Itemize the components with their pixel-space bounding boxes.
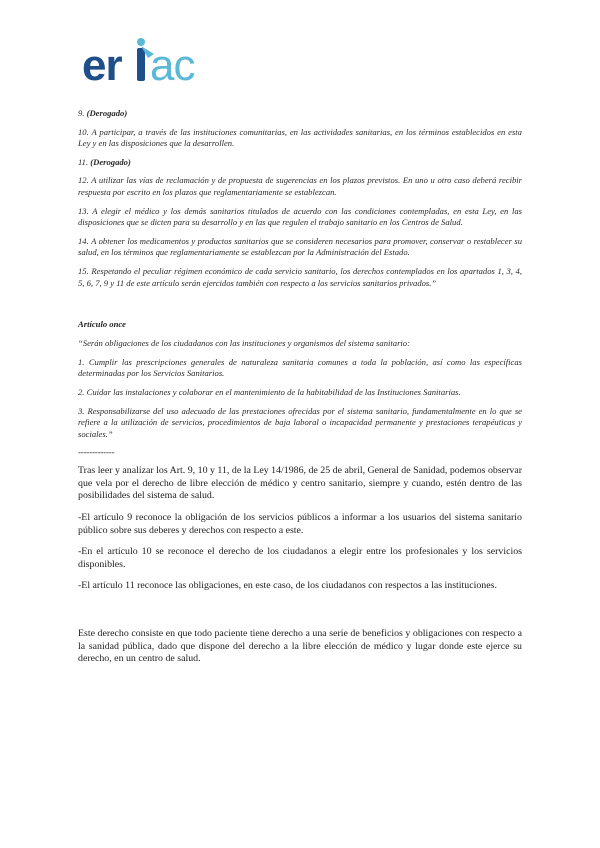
separator: ------------- — [78, 447, 115, 458]
svg-text:er: er — [82, 41, 122, 90]
analysis-paragraph: -El artículo 9 reconoce la obligación de los servicios públicos a informar a los usuarios del sistema sanitario público sobre sus deberes y derechos con respecto a este. — [78, 512, 522, 536]
list-item: 3. Responsabilizarse del uso adecuado de las prestaciones ofrecidas por el sistema sanitario, fundamentalmente en lo que se refiere a la utilización de servicios, procedimientos de baja laboral o incapacidad permanente y prestaciones terapéuticas y sociales.” — [78, 405, 522, 439]
list-item: 11. (Derogado) — [78, 156, 131, 167]
list-item: 15. Respetando el peculiar régimen económico de cada servicio sanitario, los derechos contemplados en los apartados 1, 3, 4, 5, 6, 7, 9 y 11 de este artículo serán ejercidos también con respecto a los servicios sanitarios privados.” — [78, 265, 522, 288]
list-item: 12. A utilizar las vías de reclamación y de propuesta de sugerencias en los plazos previstos. En uno u otro caso deberá recibir respuesta por escrito en los plazos que reglamentariamente se establezcan. — [78, 175, 522, 197]
spacer — [78, 602, 522, 628]
analysis-paragraph: Tras leer y analizar los Art. 9, 10 y 11, de la Ley 14/1986, de 25 de abril, General de Sanidad, podemos observar que vela por el derecho de libre elección de médico y centro sanitario, siempre y cuando, estén dentro de las posibilidades del sistema de salud. — [78, 465, 522, 502]
list-item: 13. A elegir el médico y los demás sanitarios titulados de acuerdo con las condiciones contempladas, en esta Ley, en las disposiciones que se dicten para su desarrollo y en las que regulen el trabajo sanitario en los Centros de Salud. — [78, 205, 522, 228]
document-body — [78, 108, 522, 675]
list-item: 9. (Derogado) — [78, 108, 128, 118]
analysis-paragraph: -En el artículo 10 se reconoce el derecho de los ciudadanos a elegir entre los profesionales y los servicios disponibles. — [78, 546, 522, 570]
svg-text:ac: ac — [150, 41, 195, 90]
list-item: 10. A participar, a través de las instituciones comunitarias, en las actividades sanitarias, en los términos establecidos en esta Ley y en las disposiciones que la desarrollen. — [78, 126, 522, 149]
article-heading: Artículo once — [78, 319, 126, 330]
article-intro: “Serán obligaciones de los ciudadanos con las instituciones y organismos del sistema sanitario: — [78, 338, 410, 349]
list-item: 2. Cuidar las instalaciones y colaborar en el mantenimiento de la habitabilidad de las Instituciones Sanitarias. — [78, 386, 461, 397]
list-item: 14. A obtener los medicamentos y productos sanitarios que se consideren necesarios para promover, conservar o restablecer su salud, en los términos que reglamentariamente se establezcan por la Administración del Estado. — [78, 235, 523, 258]
erlac-logo-image — [82, 38, 232, 90]
list-item: 1. Cumplir las prescripciones generales de naturaleza sanitaria comunes a toda la población, así como las específicas determinadas por los Servicios Sanitarios. — [78, 356, 522, 379]
analysis-paragraph: -El artículo 11 reconoce las obligaciones, en este caso, de los ciudadanos con respectos a las instituciones. — [78, 580, 497, 592]
conclusion-paragraph: Este derecho consiste en que todo paciente tiene derecho a una serie de beneficios y obligaciones con respecto a la sanidad pública, dado que dispone del derecho a la libre elección de médico y lugar donde este ejerce su derecho, en un centro de salud. — [78, 628, 522, 665]
erlac-logo — [82, 38, 232, 90]
